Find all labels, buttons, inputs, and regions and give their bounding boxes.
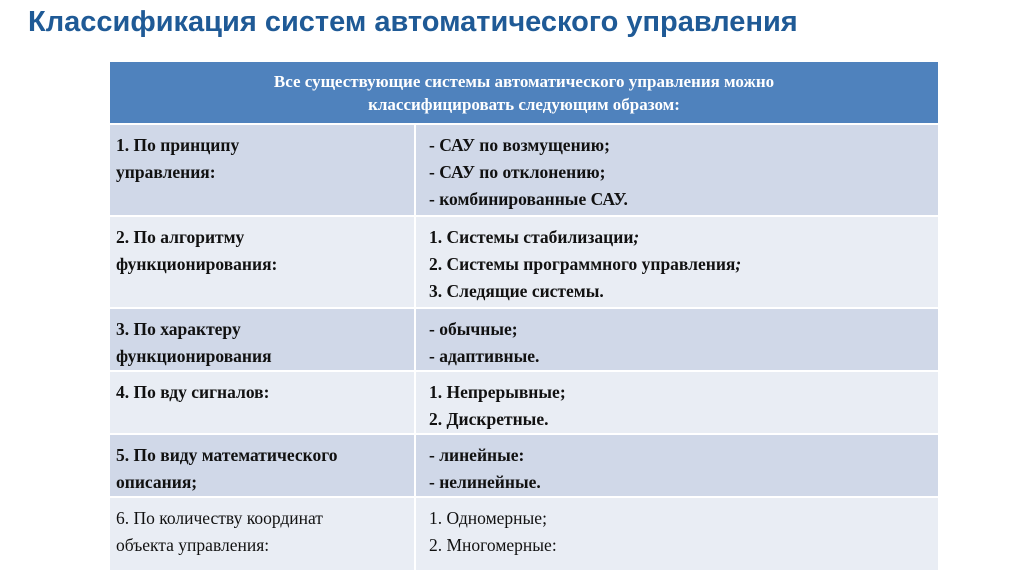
criterion-cell (110, 498, 416, 570)
cell-line: объекта управления: (116, 535, 270, 555)
cell-suffix: ; (633, 227, 640, 247)
cell-line: - комбинированные САУ. (429, 189, 628, 209)
classification-table (110, 62, 938, 570)
header-line: классифицировать следующим образом: (368, 95, 680, 114)
cell-line: 1. Непрерывные; (429, 382, 566, 402)
cell-line: - линейные: (429, 445, 525, 465)
cell-line: 1. Одномерные; (429, 508, 547, 528)
cell-line: - нелинейные. (429, 472, 541, 492)
cell-line: 1. По принципу (116, 135, 240, 155)
cell-line: 5. По виду математического (116, 445, 338, 465)
cell-line (429, 251, 938, 278)
table-row (110, 435, 938, 498)
table-row (110, 498, 938, 570)
cell-text: 2. Системы программного управления (429, 254, 736, 274)
cell-suffix: ; (735, 254, 742, 274)
types-cell (416, 498, 938, 570)
cell-line: управления: (116, 162, 216, 182)
cell-line: - адаптивные. (429, 346, 540, 366)
cell-line: функционирования: (116, 254, 278, 274)
criterion-cell (110, 435, 416, 496)
criterion-cell (110, 217, 416, 307)
cell-line: - САУ по отклонению; (429, 162, 606, 182)
criterion-cell (110, 125, 416, 215)
slide-title: Классификация систем автоматического управления (28, 6, 798, 38)
cell-line: 4. По вду сигналов: (116, 382, 270, 402)
cell-text: 1. Системы стабилизации (429, 227, 634, 247)
table-header (110, 62, 938, 125)
table-row (110, 217, 938, 309)
cell-line: 3. По характеру (116, 319, 241, 339)
cell-line: описания; (116, 472, 198, 492)
types-cell (416, 125, 938, 215)
table-row (110, 309, 938, 372)
cell-line (429, 278, 938, 305)
criterion-cell (110, 372, 416, 433)
types-cell (416, 217, 938, 307)
cell-text: 3. Следящие системы. (429, 281, 604, 301)
cell-line: - САУ по возмущению; (429, 135, 610, 155)
header-line: Все существующие системы автоматического управления можно (273, 72, 775, 91)
types-cell (416, 309, 938, 370)
types-cell (416, 372, 938, 433)
cell-line: функционирования (116, 346, 272, 366)
table-row (110, 372, 938, 435)
types-cell (416, 435, 938, 496)
cell-line: 2. Дискретные. (429, 409, 549, 429)
cell-line: - обычные; (429, 319, 518, 339)
cell-line: 2. По алгоритму (116, 227, 245, 247)
cell-line: 2. Многомерные: (429, 535, 557, 555)
criterion-cell (110, 309, 416, 370)
cell-line: 6. По количеству координат (116, 508, 323, 528)
table-row (110, 125, 938, 217)
cell-line (429, 224, 938, 251)
